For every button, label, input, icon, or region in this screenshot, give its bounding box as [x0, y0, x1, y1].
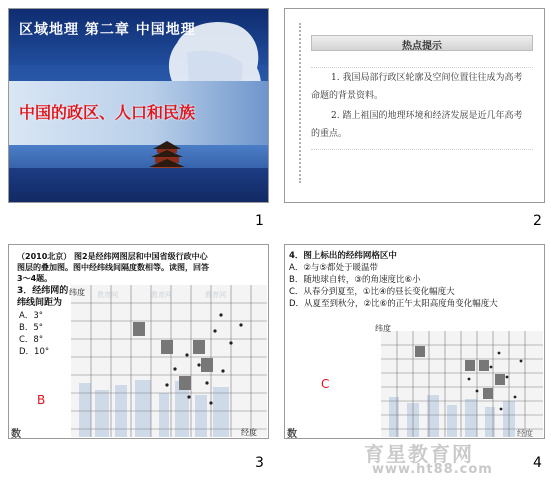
- footer-mark: 数: [11, 429, 21, 439]
- latitude-axis-label: 纬度: [69, 288, 85, 297]
- option-b: B．5°: [19, 323, 43, 333]
- divider: [311, 149, 533, 151]
- slide-3-subquestion-1: 3．经纬网的: [17, 286, 69, 296]
- grid-map-image: [71, 285, 267, 437]
- slide-number-1: 1: [255, 213, 264, 229]
- watermark-text: 育星教育网: [364, 442, 474, 466]
- svg-text:教育网: 教育网: [151, 291, 172, 299]
- slide-1-bottom-band: [9, 168, 268, 202]
- slide-1[interactable]: [8, 8, 269, 203]
- footer-mark: 数: [287, 429, 297, 439]
- longitude-axis-label: 经度: [517, 429, 533, 438]
- slide-3-subquestion-2: 纬线间距为: [17, 298, 63, 308]
- slide-2-header-text: 热点提示: [402, 41, 442, 52]
- option-d: D．10°: [19, 347, 50, 357]
- option-b: B．随地球自转，③的角速度比⑥小: [289, 275, 421, 285]
- option-d: D．从夏至到秋分，②比⑥的正午太阳高度角变化幅度大: [289, 299, 498, 309]
- latitude-longitude-map: [381, 331, 543, 437]
- slide-3-question-line-2: 图层的叠加图。图中经纬线间隔度数相等。读图，回答: [17, 263, 209, 272]
- slide-2-paragraph-1: 1. 我国局部行政区轮廓及空间位置往往成为高考命题的背景资料。: [311, 73, 523, 101]
- slide-1-main-title: 中国的政区、人口和民族: [19, 103, 196, 122]
- svg-text:教育网: 教育网: [205, 291, 226, 299]
- option-a: A．3°: [19, 311, 43, 321]
- slide-2-paragraph-2: 2. 踏上祖国的地理环境和经济发展是近几年高考的重点。: [311, 111, 523, 139]
- slide-3-question-line-3: 3～4题。: [17, 274, 53, 283]
- slide-2-decoration: [299, 23, 304, 183]
- svg-text:教育网: 教育网: [97, 291, 118, 299]
- watermark-url: www.ht88.com: [372, 462, 493, 477]
- slide-2[interactable]: [284, 8, 545, 203]
- option-a: A．②与⑤都处于暖温带: [289, 263, 379, 273]
- option-c: C．从春分到夏至，①比④的昼长变化幅度大: [289, 287, 455, 297]
- slide-3-question-line-1: （2010北京） 图2是经纬网图层和中国省级行政中心: [17, 252, 208, 261]
- grid-map-image: [381, 331, 543, 437]
- latitude-longitude-map: [71, 285, 267, 437]
- slide-4[interactable]: [284, 244, 545, 439]
- slide-2-header: [311, 35, 533, 51]
- option-c: C．8°: [19, 335, 44, 345]
- latitude-axis-label: 纬度: [375, 324, 391, 333]
- slide-3[interactable]: [8, 244, 269, 439]
- longitude-axis-label: 经度: [241, 428, 257, 437]
- answer-label: B: [37, 393, 46, 407]
- slide-number-2: 2: [533, 213, 542, 229]
- answer-label: C: [321, 377, 330, 391]
- slide-number-3: 3: [255, 455, 264, 471]
- slide-4-question: 4．图上标出的经纬网格区中: [289, 251, 397, 261]
- slide-1-title: 区域地理 第二章 中国地理: [19, 22, 196, 38]
- slide-number-4: 4: [533, 455, 542, 471]
